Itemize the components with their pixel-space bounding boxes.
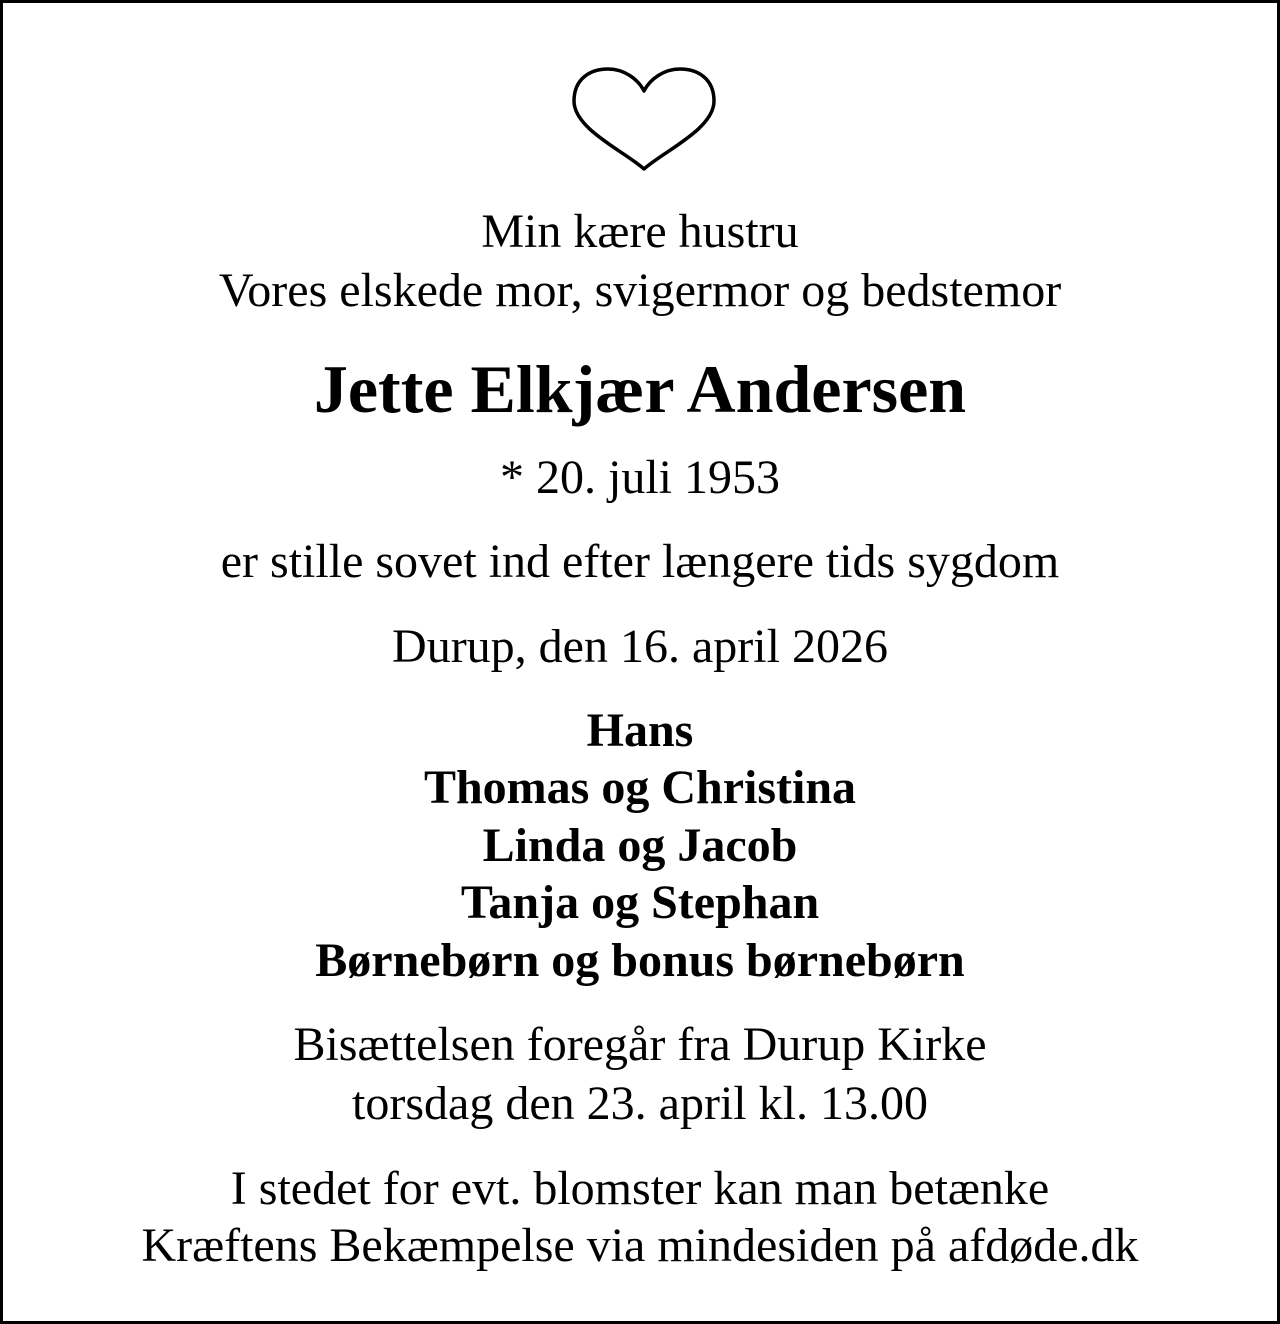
family-member: Linda og Jacob — [482, 819, 798, 872]
place-and-date: Durup, den 16. april 2026 — [392, 620, 888, 673]
deceased-name: Jette Elkjær Andersen — [313, 351, 967, 427]
intro-line-2: Vores elskede mor, svigermor og bedstemor — [218, 264, 1062, 317]
funeral-line-1: Bisættelsen foregår fra Durup Kirke — [293, 1018, 987, 1071]
intro-line-1: Min kære hustru — [481, 205, 799, 258]
funeral-line-2: torsdag den 23. april kl. 13.00 — [352, 1077, 928, 1130]
family-member: Thomas og Christina — [423, 761, 857, 814]
family-member: Tanja og Stephan — [460, 876, 820, 929]
birth-date: * 20. juli 1953 — [499, 451, 780, 504]
family-member: Børnebørn og bonus børnebørn — [315, 934, 965, 987]
flowers-line-2: Kræftens Bekæmpelse via mindesiden på afdøde.dk — [141, 1219, 1139, 1272]
flowers-line-1: I stedet for evt. blomster kan man betænke — [230, 1162, 1050, 1215]
passing-message: er stille sovet ind efter længere tids sygdom — [220, 535, 1060, 588]
family-member: Hans — [586, 704, 694, 757]
heart-icon — [566, 65, 722, 175]
